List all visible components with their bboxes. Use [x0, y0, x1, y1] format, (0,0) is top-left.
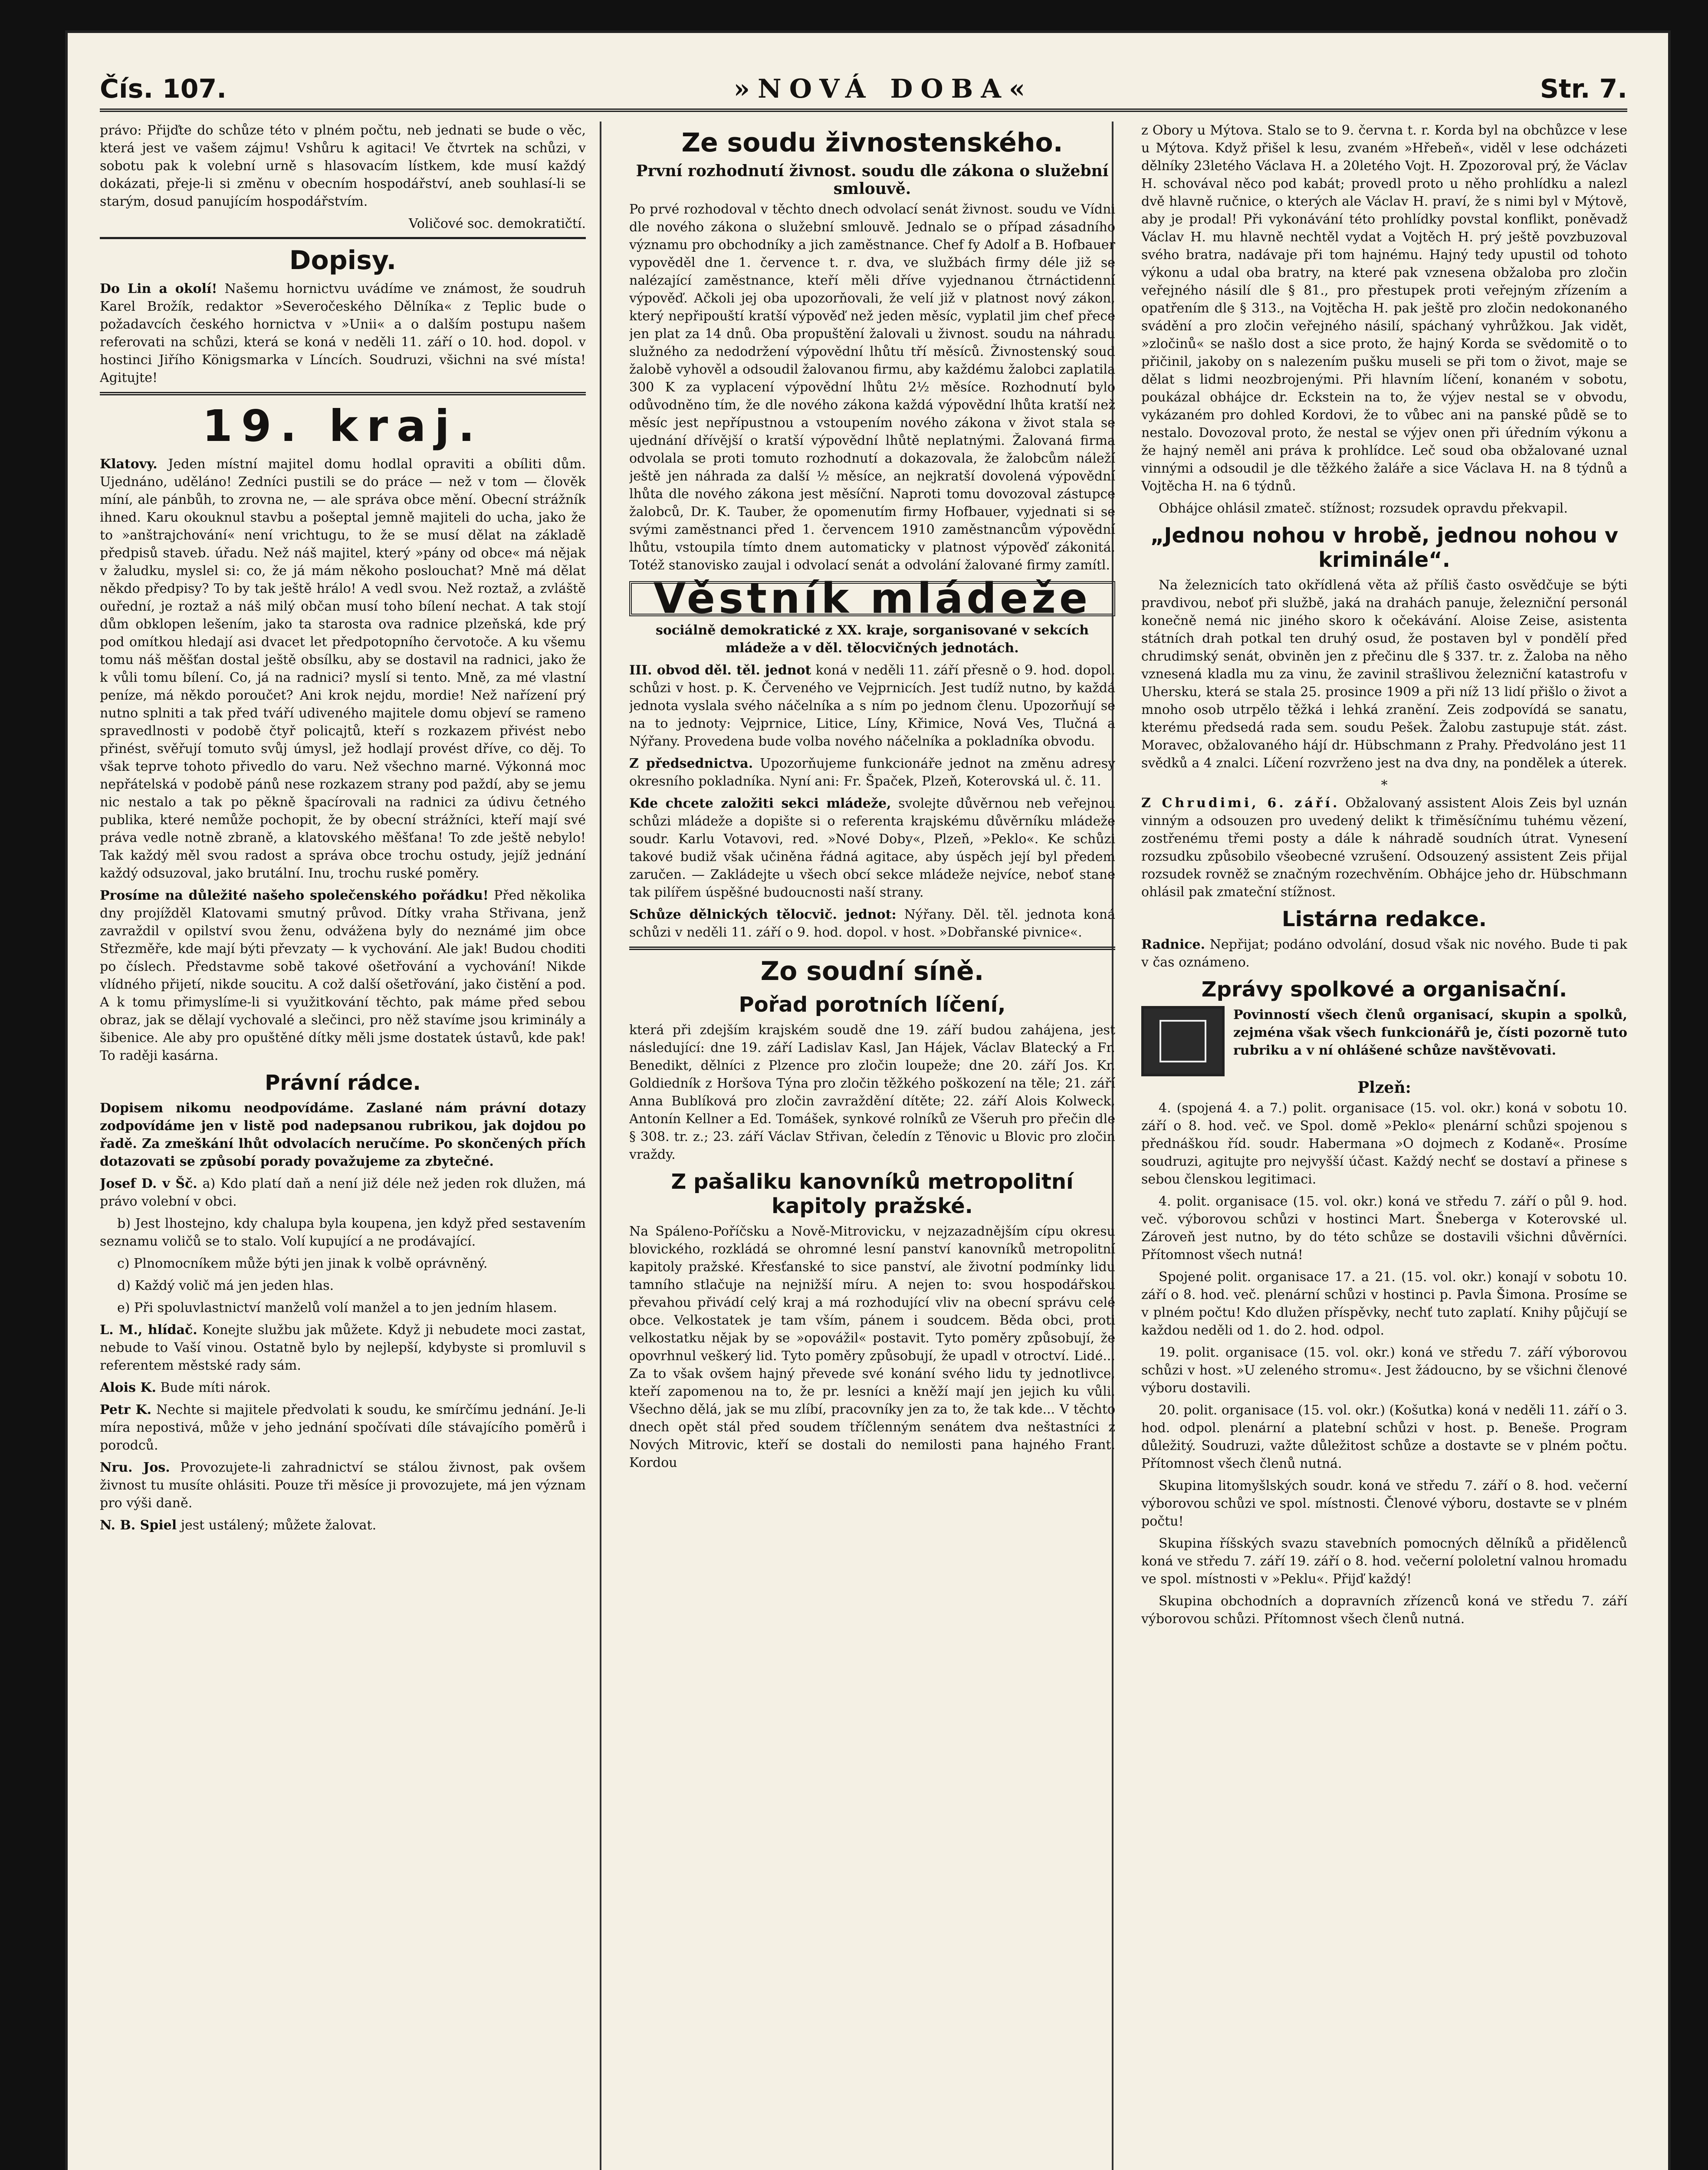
article-text: Konejte službu jak můžete. Když ji nebudete moci zastat, nebude to Vaší vinou. Ostatně bylo by nejlepší, kdybyste si promluvil s referentem městské rady sám.	[100, 1322, 586, 1373]
article-text: svolejte důvěrnou neb veřejnou schůzi mládeže a dopište si o referenta krajskému důvěrníku mládeže soudr. Karlu Votavovi, red. »Nové Doby«, Plzeň, »Peklo«. Ke schůzi takové budiž však učiněna řádná agitace, aby úspěch její byl předem zaručen. — Zakládejte u všech obcí sekce mládeže nejvíce, neboť stane tak pilířem úspěšné budoucnosti naší strany.	[629, 796, 1115, 900]
article-text: d) Každý volič má jen jeden hlas.	[117, 1278, 334, 1293]
article-text: z Obory u Mýtova. Stalo se to 9. června t. r. Korda byl na obchůzce v lese u Mýtova. Když přišel k lesu, zvaném »Hřebeň«, viděl v lese odcházeti dělníky 23letého Václava H. a 20letého Vojt. H. Zpozoroval prý, že Václav H. schovával něco pod kabát; provedl proto u něho prohlídku a nalezl dvě hlavně ručnice, o kterých ale Václav H. praví, že s nimi byl v Mýtově, aby je prodal! Při vykonávání této prohlídky povstal konflikt, poněvadž Václav H. mu hlavně nechtěl vydat a Vojtěch H. prý ještě povzbuzoval svého bratra, nadávaje při tom hajnému. Hajný tedy upustil od tohoto výkonu a udal oba bratry, na které pak vznesena obžaloba pro zločin veřejného násilí dle § 81., pro přestupek proti veřejným zřízením a opatřením dle § 313., na Vojtěcha H. pak ještě pro zločin nedokonaného svádění a pro zločin veřejného násilí, spáchaný vyhrůžkou. Jak vidět, »zločinů« se našlo dost a sice proto, že hajný Korda se svědomitě o to přičinil, jakoby on s nalezením pušku museli se při tom o život, maje se dělat s lidmi neozbrojenými. Při hlavním líčení, konaném v sobotu, poukázal obhájce dr. Eckstein na to, že výjev nestal se v obvodu, vykázaném pro dohled Kordovi, že to vůbec ani na panské půdě se to nestalo. Dovozoval proto, že nestal se výjev onen při úředním výkonu a že hajný neměl ani práva k prohlídce. Leč soud oba obžalované uznal vinnými a odsoudil je dle těžkého žaláře a sice Václava H. na 8 týdnů a Vojtěcha H. na 6 týdnů.	[1141, 123, 1627, 494]
article-text: Provozujete-li zahradnictví se stálou živnost, pak ovšem živnost tu musíte ohlásiti. Pouze tři měsíce ji provozujete, má jen význam pro výši daně.	[100, 1460, 586, 1511]
item-lead: Nru. Jos.	[100, 1460, 170, 1475]
divider	[100, 392, 586, 395]
subheading: Plzeň:	[1357, 1078, 1411, 1097]
notice-box	[1141, 1006, 1627, 1076]
article-text: Na železnicích tato okřídlená věta až příliš často osvědčuje se býti pravdivou, neboť při službě, jaká na drahách panuje, železniční personál konečně nemá nic jiného skoro k očekávání. Aloise Zeise, asistenta státních drah potkal ten druhý osud, že postaven byl v pondělí před chrudimský senát, obviněn jen z přečinu dle § 337. tr. z. Žaloba na něho vznesená kladla mu za vinu, že zavinil strašlivou železniční katastrofu v Uhersku, která se stala 25. prosince 1909 a při níž 13 lidí přišlo o život a mnoho osob utrpělo těžká i lehká zranění. Zeis zodpovídá se sanatu, kterému předsedá rada sem. soudu Pešek. Žalobu zastupuje stát. zást. Moravec, obžalovaného hájí dr. Hübschmann z Prahy. Předvoláno jest 11 svědků a 4 znalci. Líčení rozvrženo jest na dva dny, na pondělek a úterek.	[1141, 578, 1627, 771]
column-3	[1141, 122, 1627, 2170]
article-text: Bude míti nárok.	[160, 1380, 271, 1395]
notice-text: Povinností všech členů organisací, skupin a spolků, zejména však všech funkcionářů je, čísti pozorně tuto rubriku a v ní ohlášené schůze navštěvovati.	[1233, 1007, 1627, 1058]
item-lead: Prosíme na důležité našeho společenského pořádku!	[100, 888, 489, 903]
item-lead: N. B. Spiel	[100, 1518, 177, 1533]
item-lead: Alois K.	[100, 1380, 156, 1395]
article-text: Nepřijat; podáno odvolání, dosud však nic nového. Bude ti pak v čas oznámeno.	[1141, 937, 1627, 970]
divider	[100, 237, 586, 239]
notice-item: 20. polit. organisace (15. vol. okr.) (Košutka) koná v neděli 11. září o 3. hod. odpol. plenární a platební schůzi v host. p. Beneše. Program důležitý. Soudruzi, važte důležitost schůze a dostavte se v plném počtu. Přítomnost všech členů nutná.	[1141, 1403, 1627, 1471]
notice-item: 4. polit. organisace (15. vol. okr.) koná ve středu 7. září o půl 9. hod. več. výborovou schůzi v hostinci Mart. Šneberga v Koterovské ul. Zároveň jest nutno, by do této schůze se dostavili všichni důvěrníci. Přítomnost všech nutná!	[1141, 1194, 1627, 1263]
article-text: c) Plnomocníkem může býti jen jinak k volbě oprávněný.	[117, 1256, 488, 1271]
article-text: právo: Přijďte do schůze této v plném počtu, neb jednati se bude o věc, která jest ve vašem zájmu! Vshůru k agitaci! Ve čtvrtek na schůzi, v sobotu pak k volební urně s hlasovacím lístkem, kde musí každý dokázati, přeje-li si změnu v obecním hospodářství, aneb souhlasí-li se starým, dosud panujícím hospodářstvím.	[100, 123, 586, 209]
item-lead: L. M., hlídač.	[100, 1322, 197, 1338]
section-heading: Zo soudní síně.	[760, 956, 984, 986]
notice-item: Skupina litomyšlských soudr. koná ve středu 7. září o 8. hod. večerní výborovou schůzi ve spol. místnosti. Členové výboru, dostavte se v plném počtu!	[1141, 1478, 1627, 1529]
column-1	[100, 122, 586, 2170]
item-lead: Do Lin a okolí!	[100, 281, 217, 296]
issue-number: Čís. 107.	[100, 74, 227, 104]
separator-star: *	[1381, 778, 1388, 793]
subheading: sociálně demokratické z XX. kraje, sorganisované v sekcích mládeže a v děl. tělocvičných jednotách.	[655, 623, 1089, 656]
article-text: Dopisem nikomu neodpovídáme. Zaslané nám právní dotazy zodpovídáme jen v listě pod nadepsanou rubrikou, jak dojdou po řadě. Za zmeškání lhůt odvolacích neručíme. Po skončených přích dotazovati se způsobí porady považujeme za zbytečné.	[100, 1101, 586, 1169]
notice-item: Skupina obchodních a dopravních zřízenců koná ve středu 7. září výborovou schůzi. Přítomnost všech členů nutná.	[1141, 1594, 1627, 1627]
article-text: Obhájce ohlásil zmateč. stížnost; rozsudek opravdu překvapil.	[1159, 501, 1568, 516]
item-lead: Schůze dělnických tělocvič. jednot:	[629, 907, 897, 922]
subheading: První rozhodnutí živnost. soudu dle zákona o služební smlouvě.	[636, 162, 1109, 198]
section-heading: Ze soudu živnostenského.	[681, 128, 1063, 158]
article-text: Na Spáleno-Poříčsku a Nově-Mitrovicku, v nejzazadnějším cípu okresu blovického, rozkládá se ohromné lesní panství kanovníků metropolitní kapitoly pražské. Křesťanské to sice panství, ale životní podmínky lidu tamního stlačuje na nejnižší míru. A nejen to: svou hospodářskou převahou přivádí celý kraj a má rozhodující vliv na obecní správu celé obce. Velkostatek je tam vším, pánem i soudcem. Běda obci, proti velkostatku nějak by se »opovážil« postavit. Tyto poměry způsobují, že opovrhnul veškerý lid. Tyto poměry způsobují, že upadl v otroctví. Lidé... Za to však ovšem hajný převede své konání svého lidu ty jednotlivce, kteří zapomenou na to, že pr. lesníci a kněží mají jen jejich ku vůli. Všechno dělá, jak se mu zlíbí, pracovníky jen za to, že tak kde... V těchto dnech opět stál před soudem tříčlenným senátem dva neštastníci z Nových Mitrovic, kteří se dostali do nemilosti pana hajného Frant. Kordou	[629, 1224, 1115, 1470]
notice-item: 4. (spojená 4. a 7.) polit. organisace (15. vol. okr.) koná v sobotu 10. září o 8. hod. več. ve Spol. domě »Peklo« plenární schůzi spojenou s přednáškou říd. soudr. Habermana »O dojmech z Kodaně«. Prosíme soudruzi, agitujte pro nejvyšší účast. Každý nechť se dostaví a přinese s sebou členskou legitimaci.	[1141, 1101, 1627, 1187]
article-text: Před několika dny projížděl Klatovami smutný průvod. Dítky vraha Střivana, jenž zavraždil v opilství svou ženu, odvážena byly do neznámé jim obce Střezměře, kde mají býti převzaty — k vychování. Ale jak! Budou choditi po číslech. Představme sobě takové ošetřování a vychování! Nikde vlídného přijetí, nikde soucitu. A což další ošetřování, jako čistění a pod. A k tomu přimyslíme-li si využitkování těchto, pak máme před sebou obraz, jak se dělají vychovalé a slečinci, pro něž stavíme jsou kriminály a šibenice. Ale aby pro opuštěné dítky měli jsme dostatek ústavů, kde pak! To raději kasárna.	[100, 888, 586, 1063]
column-divider	[600, 122, 601, 2170]
section-heading: 19. kraj.	[202, 401, 483, 451]
item-lead: Radnice.	[1141, 937, 1205, 952]
notice-item: Spojené polit. organisace 17. a 21. (15. vol. okr.) konají v sobotu 10. září o 8. hod. več. plenární schůzi v hostinci p. Pavla Šimona. Prosíme se v plném počtu! Kdo dlužen příspěvky, nechť tuto zaplatí. Knihy půjčují se každou neděli od 1. do 2. hod. odpol.	[1141, 1269, 1627, 1338]
item-lead: Klatovy.	[100, 457, 158, 472]
column-2	[629, 122, 1115, 2170]
subheading: Pořad porotních líčení,	[739, 993, 1006, 1017]
section-heading: Zprávy spolkové a organisační.	[1201, 977, 1567, 1002]
article-text: Nýřany. Děl. těl. jednota koná schůzi v neděli 11. září o 9. hod. dopol. v host. »Dobřanské pivnice«.	[629, 907, 1115, 940]
item-lead: Josef D. v Šč.	[100, 1176, 197, 1191]
article-text: a) Kdo platí daň a není již déle než jeden rok dlužen, má právo volební v obci.	[100, 1176, 586, 1209]
article-text: která při zdejším krajském soudě dne 19. září budou zahájena, jest následující: dne 19. září Ladislav Kasl, Jan Hájek, Václav Blatecký a Fr. Benedikt, dělníci z Plzence pro zločin loupeže; dne 20. září Jos. Kr. Goldiedník z Horšova Týna pro zločin těžkého poškození na těle; 21. září Anna Bublíková pro zločin zavraždění dítěte; 22. září Alois Kolweck, Antonín Kellner a Ed. Tomášek, synkové rolníků ze Všeruh pro přečin dle § 308. tr. z.; 23. září Václav Střivan, čeledín z Těnovic u Blovic pro zločin vraždy.	[629, 1023, 1115, 1162]
newspaper-title: »NOVÁ DOBA«	[733, 74, 1033, 104]
article-text: b) Jest lhostejno, kdy chalupa byla koupena, jen když před sestavením seznamu voličů se to stalo. Volí kupující a ne prodávající.	[100, 1216, 586, 1249]
subheading: Z pašaliku kanovníků metropolitní kapitoly pražské.	[671, 1170, 1074, 1218]
notice-item: 19. polit. organisace (15. vol. okr.) koná ve středu 7. září výborovou schůzi v host. »U zeleného stromu«. Jest žádoucno, by se všichni členové výboru dostavili.	[1141, 1345, 1627, 1396]
article-text: Nechte si majitele předvolati k soudu, ke smírčímu jednání. Je-li míra nepostivá, může v jeho jednání spočívati díle stávajícího poměrů i porodců.	[100, 1402, 586, 1453]
section-heading: „Jednou nohou v hrobě, jednou nohou v kriminále“.	[1150, 523, 1619, 572]
article-text: Jeden místní majitel domu hodlal opraviti a obíliti dům. Ujednáno, uděláno! Zedníci pustili se do práce — než v tom — člověk míní, ale pánbůh, to zrovna ne, — ale správa obce mění. Obecní strážník ihned. Karu okouknul stavbu a pošeptal jemně majiteli do ucha, jako že to »anštrajchování« není vrichtugu, to že se musí dělat na základě předpisů staveb. úřadu. Než náš majitel, který »pány od obce« má nějak v žaludku, myslel si: co, že já mám někoho poslouchat? Mně má dělat někdo předpisy? To by tak ještě hrálo! A vedl svou. Než roztaž, a zvláště ouřední, je roztaž a náš milý občan musí toho bílení nechat. A tak stojí dům obklopen lešením, jako ta starosta ova radnice plzeňská, kde prý pod omítkou hledají asi dvacet let předpotopního červotoče. A ku všemu tomu náš měšťan dostal ještě obsílku, aby se dostavil na radnici, jako že k vůli tomu bílení. Co, já na radnici? myslí si tento. Mně, za mé vlastní peníze, má někdo poroučet? Ani krok nejdu, mordie! Než nařízení prý nutno splniti a tak před tváří udiveného majitele domu objeví se rameno spravedlnosti v podobě čtyř policajtů, kteří s rozkazem přivést nebo přinést, svěřují tomuto svůj úmysl, jež hodlají provést dříve, co děj. To však teprve tohoto přivedlo do varu. Než všechno marné. Výkonná moc nepřátelská v podobě pánů nese rozkazem strany pod paždí, aby se jemu nic nestalo a tak po pěkně špacírovali na radnici za údivu četného publika, které nemůže pochopit, že by obecní strážníci, kteří mají své práva vedle notně zbraně, a klatovského měšťana! To zde ještě nebylo! Tak každý měl svou radost a správa obce trochu ostudy, jejíž jednání každý odsuzoval, jako brutální. Inu, trochu ruské poměry.	[100, 457, 586, 881]
notice-item: Skupina říšských svazu stavebních pomocných dělníků a přidělenců koná ve středu 7. září 19. září o 8. hod. večerní pololetní valnou hromadu ve spol. místnosti v »Peklu«. Přijď každý!	[1141, 1536, 1627, 1587]
article-text: Upozorňujeme funkcionáře jednot na změnu adresy okresního pokladníka. Nyní ani: Fr. Špaček, Plzeň, Koterovská ul. č. 11.	[629, 756, 1115, 789]
article-text: Obžalovaný assistent Alois Zeis byl uznán vinným a odsouzen pro uvedený delikt k třiměsíčnímu tuhému vězení, zostřenému třemi posty a dále k náhradě soudních útrat. Vynesení rozsudku způsobilo všeobecné vzrušení. Odsouzený assistent Zeis přijal rozsudek rovněž se značným rozechvěním. Obhájce jeho dr. Hübschmann ohlásil pak zmateční stížnost.	[1141, 796, 1627, 900]
item-lead: Z Chrudimi, 6. září.	[1141, 796, 1340, 811]
section-heading: Dopisy.	[289, 245, 397, 276]
newspaper-page	[65, 30, 1671, 2170]
article-text: Našemu hornictvu uvádíme ve známost, že soudruh Karel Brožík, redaktor »Severočeského Dělníka« z Teplic bude o požadavcích českého hornictva v »Unii« a o dalším postupu našem referovati na schůzi, která se koná v neděli 11. září o 10. hod. dopol. v hostinci Jiřího Königsmarka v Líncích. Soudruzi, všichni na své místa! Agitujte!	[100, 281, 586, 385]
section-heading: Listárna redakce.	[1281, 907, 1487, 931]
article-text: Po prvé rozhodoval v těchto dnech odvolací senát živnost. soudu ve Vídni dle nového zákona o služební smlouvě. Jednalo se o případ zásadního významu pro obchodníky a jich zaměstnance. Chef fy Adolf a B. Hofbauer vypověděl dne 1. července t. r. dva, ve službách firmy déle již se nalézající zaměstnance, kteří měli dříve vyjednanou čtrnáctidenní výpověď. Ačkoli jej oba upozorňovali, že velí již v platnost nový zákon, který nepřipouští kratší výpověď než jeden měsíc, vyplatil jim chef přece jen plat za 14 dnů. Oba propuštění žalovali u živnost. soudu na náhradu služného za nedodržení výpovědní lhůtu tří měsíců. Živnostenský soud žalobě vyhověl a odsoudil žalovanou firmu, aby každému žalobci zaplatila 300 K za vyplacení výpovědní lhůtu 2½ měsíce. Rozhodnutí bylo odůvodněno tím, že dle nového zákona každá výpovědní lhůta kratší než měsíc jest nepřípustnou a vstoupením nového zákona v život stala se ujednání dřívější o kratší výpovědní lhůtě neplatnými. Žalovaná firma odvolala se proti tomuto rozhodnutí a dokazovala, že žalobcům náleží ještě jen náhrada za další ½ měsíce, an nejkratší dovolená výpovědní lhůta dle nového zákona jest měsíční. Naproti tomu dovozoval zástupce žalobců, Dr. K. Tauber, že opomenutím firmy Hofbauer, vyjednati si se svými zaměstnanci před 1. červencem 1910 zaměstnancům výpovědní lhůtu, vstoupila tímto dnem automaticky v platnost výpověď zákonitá. Totéž stanovisko zaujal i odvolací senát a odvolání žalované firmy zamítl.	[629, 202, 1115, 573]
item-lead: Kde chcete založiti sekci mládeže,	[629, 796, 891, 811]
signature: Voličové soc. demokratičtí.	[408, 216, 586, 231]
article-text: e) Při spoluvlastnictví manželů volí manžel a to jen jedním hlasem.	[117, 1300, 557, 1315]
divider	[629, 947, 1115, 950]
organization-emblem-icon	[1141, 1006, 1225, 1076]
item-lead: Z předsednictva.	[629, 756, 753, 771]
page-number: Str. 7.	[1540, 74, 1627, 104]
article-text: koná v neděli 11. září přesně o 9. hod. dopol. schůzi v host. p. K. Červeného ve Vejprnicích. Jest tudíž nutno, by každá jednota vyslala svého náčelníka a s ním po jednom členu. Upozorňují se na to jednoty: Vejprnice, Litice, Líny, Křimice, Nová Ves, Tlučná a Nýřany. Provedena bude volba nového náčelníka a pokladníka obvodu.	[629, 663, 1115, 749]
section-heading: Právní rádce.	[265, 1071, 421, 1095]
article-text: jest ustálený; můžete žalovat.	[181, 1518, 377, 1533]
page-header	[100, 56, 1627, 112]
item-lead: Petr K.	[100, 1402, 152, 1417]
item-lead: III. obvod děl. těl. jednot	[629, 663, 811, 678]
section-banner: Věstník mládeže	[629, 581, 1115, 616]
